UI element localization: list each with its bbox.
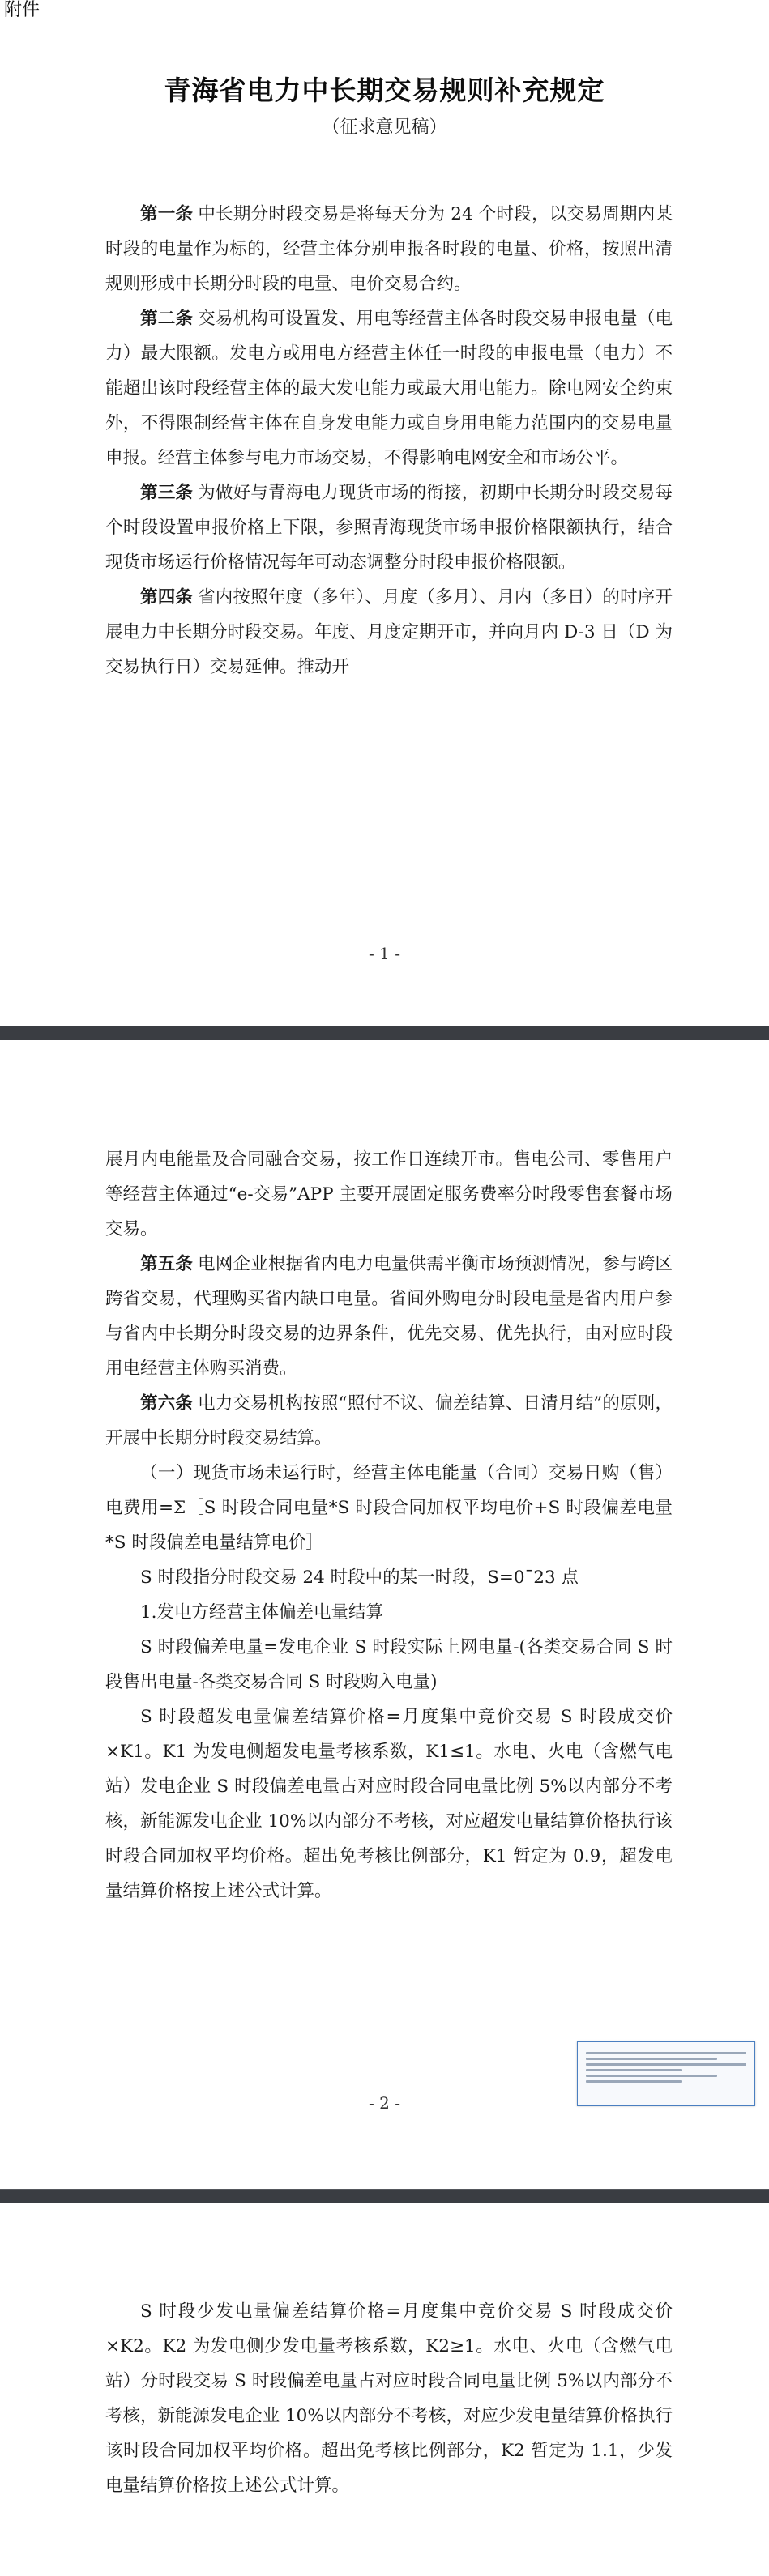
- paragraph: [105, 1247, 673, 1386]
- thumbnail-text-line: [586, 2052, 746, 2054]
- page-thumbnail-preview[interactable]: [577, 2041, 755, 2106]
- paragraph-text: S 时段少发电量偏差结算价格=月度集中竞价交易 S 时段成交价×K2。K2 为发电侧少发电量考核系数，K2≥1。水电、火电（含燃气电站）分时段交易 S 时段偏差电量占对应时段合同电量比例 5%以内部分不考核，新能源发电企业 10%以内部分不考核，对应少发电量结算价格执行该时段合同加权平均价格。超出免考核比例部分，K2 暂定为 1.1，少发电量结算价格按上述公式计算。: [105, 2301, 673, 2496]
- paragraph: [105, 1595, 673, 1630]
- paragraph: [105, 1142, 673, 1247]
- page-separator: [0, 2189, 769, 2205]
- paragraph: [105, 301, 673, 476]
- paragraph: [105, 1560, 673, 1595]
- page-2-body: [105, 1142, 673, 1909]
- page-number: - 2 -: [369, 2093, 400, 2113]
- paragraph-text: S 时段超发电量偏差结算价格=月度集中竞价交易 S 时段成交价×K1。K1 为发电侧超发电量考核系数，K1≤1。水电、火电（含燃气电站）发电企业 S 时段偏差电量占对应时段合同电量比例 5%以内部分不考核，新能源发电企业 10%以内部分不考核，对应超发电量结算价格执行该时段合同加权平均价格。超出免考核比例部分，K1 暂定为 0.9，超发电量结算价格按上述公式计算。: [105, 1707, 673, 1901]
- paragraph: [105, 197, 673, 301]
- paragraph-text: 中长期分时段交易是将每天分为 24 个时段，以交易周期内某时段的电量作为标的，经营主体分别申报各时段的电量、价格，按照出清规则形成中长期分时段的电量、电价交易合约。: [105, 204, 673, 294]
- page-separator: [0, 1026, 769, 1042]
- thumbnail-text-line: [586, 2075, 717, 2077]
- paragraph-text: 交易机构可设置发、用电等经营主体各时段交易申报电量（电力）最大限额。发电方或用电方经营主体任一时段的申报电量（电力）不能超出该时段经营主体的最大发电能力或最大用电能力。除电网安全约束外，不得限制经营主体在自身发电能力或自身用电能力范围内的交易电量申报。经营主体参与电力市场交易，不得影响电网安全和市场公平。: [105, 309, 673, 468]
- paragraph-text: 电网企业根据省内电力电量供需平衡市场预测情况，参与跨区跨省交易，代理购买省内缺口电量。省间外购电分时段电量是省内用户参与省内中长期分时段交易的边界条件，优先交易、优先执行，由对应时段用电经营主体购买消费。: [105, 1254, 673, 1379]
- paragraph: [105, 1456, 673, 1560]
- paragraph-text: 展月内电能量及合同融合交易，按工作日连续开市。售电公司、零售用户等经营主体通过“e-交易”APP 主要开展固定服务费率分时段零售套餐市场交易。: [105, 1149, 673, 1239]
- paragraph-text: S 时段指分时段交易 24 时段中的某一时段，S=0¯23 点: [140, 1567, 579, 1588]
- thumbnail-text-line: [586, 2058, 717, 2060]
- article-label: 第一条: [140, 204, 194, 224]
- paragraph-text: （一）现货市场未运行时，经营主体电能量（合同）交易日购（售）电费用=Σ［S 时段合同电量*S 时段合同加权平均电价+S 时段偏差电量*S 时段偏差电量结算电价］: [105, 1463, 673, 1553]
- document-page-3: [0, 2203, 769, 2576]
- paragraph-text: 1.发电方经营主体偏差电量结算: [140, 1602, 384, 1623]
- page-1-body: [105, 197, 673, 685]
- document-page-1: [0, 0, 769, 1026]
- paragraph-text: 省内按照年度（多年）、月度（多月）、月内（多日）的时序开展电力中长期分时段交易。年度、月度定期开市，并向月内 D-3 日（D 为交易执行日）交易延伸。推动开: [105, 587, 673, 677]
- article-label: 第五条: [140, 1254, 194, 1274]
- thumbnail-text-line: [586, 2063, 746, 2066]
- paragraph: [105, 2294, 673, 2503]
- article-label: 第六条: [140, 1393, 194, 1414]
- paragraph: [105, 1700, 673, 1909]
- thumbnail-text-line: [586, 2069, 682, 2071]
- document-title: 青海省电力中长期交易规则补充规定: [164, 75, 605, 106]
- paragraph: [105, 1630, 673, 1700]
- paragraph-text: S 时段偏差电量=发电企业 S 时段实际上网电量-(各类交易合同 S 时段售出电量-各类交易合同 S 时段购入电量): [105, 1637, 673, 1692]
- document-subtitle: （征求意见稿）: [322, 117, 447, 138]
- paragraph: [105, 476, 673, 580]
- page-3-body: [105, 2294, 673, 2503]
- article-label: 第三条: [140, 483, 194, 503]
- document-page-2: [0, 1040, 769, 2189]
- page-number: - 1 -: [369, 944, 400, 963]
- attachment-label: 附件: [4, 0, 41, 20]
- paragraph-text: 电力交易机构按照“照付不议、偏差结算、日清月结”的原则，开展中长期分时段交易结算。: [105, 1393, 673, 1448]
- article-label: 第四条: [140, 587, 194, 608]
- paragraph: [105, 1386, 673, 1456]
- thumbnail-text-line: [586, 2080, 682, 2083]
- paragraph-text: 为做好与青海电力现货市场的衔接，初期中长期分时段交易每个时段设置申报价格上下限，参照青海现货市场申报价格限额执行，结合现货市场运行价格情况每年可动态调整分时段申报价格限额。: [105, 483, 673, 573]
- article-label: 第二条: [140, 309, 194, 329]
- paragraph: [105, 580, 673, 685]
